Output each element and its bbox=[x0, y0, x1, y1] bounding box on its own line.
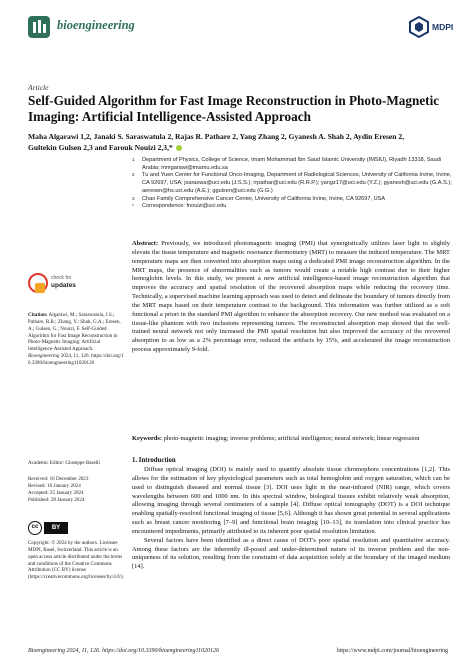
citation-volume: 2024, 11, 126. bbox=[60, 353, 90, 360]
affiliation-item bbox=[132, 196, 454, 204]
citation-journal: Bioengineering bbox=[28, 353, 60, 360]
received-date: Received: 16 December 2023 bbox=[28, 476, 89, 482]
accepted-date: Accepted: 25 January 2024 bbox=[28, 489, 84, 496]
affiliation-number: 1 bbox=[132, 157, 135, 162]
affiliation-item bbox=[132, 172, 454, 195]
keywords bbox=[132, 435, 450, 444]
affiliation-text: Chao Family Comprehensive Cancer Center, University of California Irvine, Irvine, CA 92697, USA bbox=[142, 195, 386, 202]
section-heading: 1. Introduction bbox=[132, 457, 176, 464]
journal-name[interactable]: bioengineering bbox=[57, 18, 135, 32]
abstract-text: Previously, we introduced photomagnetic imaging (PMI) that synergistically utilizes laser light to slightly elevate the tissue temperature and magnetic resonance thermometry (MRT) to measure the induced temperature. The MRT temperature maps are then converted into absorption maps using a dedicated PMI image reconstruction algorithm. In the MRT maps, the presence of abnormalities such as tumors would create a notable high contrast due to their higher hemoglobin levels. In this study, we present a new artificial intelligence-based image reconstruction algorithm that improves the accuracy and spatial resolution of the recovered absorption maps while reducing the recovery time. Technically, a supervised machine learning approach was used to detect and delineate the boundary of tumors directly from the MRT maps based on their temperature contrast to the background. This information was further utilized as a soft functional a priori in the standard PMI algorithm to enhance the absorption recovery. Our new method was evaluated on a tissue-like phantom with two inclusions representing tumors. The reconstructed absorption map showed that the well-trained neural network not only increased the PMI spatial resolution but also improved the accuracy of the recovered absorption to as low as a 2% percentage error, reduced the artifacts by 15%, and accelerated the image reconstruction process approximately 9-fold. bbox=[132, 240, 451, 354]
paragraph: Diffuse optical imaging (DOI) is mainly used to quantify absolute tissue chromophore concentrations [1,2]. This allows for the estimation of key physiological parameters such as total hemoglobin and oxygen saturation, which can be used to distinguish diseased and normal tissue [3]. DOI uses light in the near-infrared (NIR) range, which covers wavelengths between 600 and 1000 nm. In this spectral window, biological tissues exhibit relatively weak absorption, allowing imaging through several centimeters of a sample [4]. Diffuse optical tomography (DOT) is a DOI technique enabling spatially-resolved functional imaging of tissue [5,6]. Although it has shown great potential in several applications such as breast cancer monitoring [7–9] and functional brain imaging [10–13], its translation into clinical practice has encountered impediments, primarily attributed to its inherent poor spatial resolution limitation. bbox=[132, 466, 450, 535]
affiliation-item bbox=[132, 157, 454, 172]
cc-by-icon: BY bbox=[44, 522, 68, 534]
check-for-updates-badge[interactable] bbox=[28, 270, 82, 300]
publisher-logo[interactable] bbox=[408, 16, 454, 38]
published-date: Published: 28 January 2024 bbox=[28, 496, 85, 503]
article-type: Article bbox=[28, 83, 49, 92]
abstract bbox=[132, 240, 450, 355]
correspondence-text: Correspondence: fnouizi@uci.edu bbox=[142, 203, 227, 210]
journal-header bbox=[28, 14, 454, 40]
journal-logo-icon bbox=[28, 16, 50, 38]
affiliation-item bbox=[132, 203, 454, 211]
introduction-body bbox=[132, 466, 450, 572]
affiliation-number: 2 bbox=[132, 172, 135, 178]
affiliation-text: Department of Physics, College of Science, Imam Mohammad Ibn Saud Islamic University (IMSIU), Riyadh 13318, Saudi Arabia; mmgarawi@imamu.edu.sa bbox=[142, 157, 442, 171]
revised-date: Revised: 16 January 2024 bbox=[28, 482, 81, 489]
cc-icon: cc bbox=[28, 521, 42, 535]
updates-icon bbox=[28, 273, 48, 293]
keywords-label: Keywords: bbox=[132, 435, 163, 442]
citation-label: Citation: bbox=[28, 312, 48, 318]
copyright-notice: Copyright: © 2024 by the authors. Licensee MDPI, Basel, Switzerland. This article is an open access article distributed under the terms and conditions of the Creative Commons Attribution (CC BY) license (https://creativecommons.org/licenses/by/4.0/). bbox=[28, 540, 124, 581]
updates-line-2: updates bbox=[51, 282, 76, 289]
publication-dates bbox=[28, 476, 124, 503]
affiliation-number: * bbox=[132, 203, 134, 209]
citation-doi-link[interactable]: https://doi.org/10.3390/bioengineering11020126 bbox=[28, 353, 124, 366]
mdpi-logo-icon bbox=[408, 16, 430, 38]
authors-line-1: Maha Algarawi 1,2, Janaki S. Saraswatula 2, Rajas R. Pathare 2, Yang Zhang 2, Gyanesh A. Shah 2, Aydin Eresen 2, bbox=[28, 132, 405, 141]
publisher-name: MDPI bbox=[432, 22, 454, 32]
affiliations bbox=[132, 157, 454, 211]
footer-journal-link[interactable]: https://www.mdpi.com/journal/bioengineering bbox=[336, 648, 448, 654]
affiliation-text: Tu and Yuen Center for Functional Onco-Imaging, Department of Radiological Sciences, University of California Irvine, Irvine, CA 92697, USA; jsaraswa@uci.edu (J.S.S.); rrpathar@uci.edu (R.R.P.); yangz17@uci.edu (Y.Z.); gyanesh@uci.edu (G.A.S.); aeresen@hs.uci.edu (A.E.); ggulsen@uci.edu (G.G.) bbox=[142, 172, 452, 194]
creative-commons-badge[interactable] bbox=[28, 521, 70, 535]
affiliation-number: 3 bbox=[132, 195, 135, 201]
orcid-icon[interactable] bbox=[176, 145, 182, 151]
author-list bbox=[28, 132, 448, 153]
paragraph: Several factors have been identified as a direct cause of DOT's poor spatial resolution and quantitative accuracy. Among these factors are the inherently ill-posed and under-determined nature of its inverse problem and the non-uniqueness of its solution, resulting from the constraint of data acquisition solely at the boundary of the imaged medium [14]. bbox=[132, 536, 450, 571]
academic-editor: Academic Editor: Giuseppe Baselli bbox=[28, 460, 100, 466]
citation-block bbox=[28, 312, 124, 367]
citation-text: Algarawi, M.; Saraswatula, J.S.; Pathare, R.R.; Zhang, Y.; Shah, G.A.; Eresen, A.; Gulsen, G.; Nouizi, F. Self-Guided Algorithm for Fast Image Reconstruction in Photo-Magnetic Imaging: Artificial Intelligence-Assisted Approach. bbox=[28, 312, 121, 353]
article-title: Self-Guided Algorithm for Fast Image Reconstruction in Photo-Magnetic Imaging: Artificial Intelligence-Assisted Approach bbox=[28, 93, 440, 124]
authors-line-2: Gultekin Gulsen 2,3 and Farouk Nouizi 2,3,* bbox=[28, 142, 173, 152]
footer-citation[interactable]: Bioengineering 2024, 11, 126. https://doi.org/10.3390/bioengineering11020126 bbox=[28, 648, 220, 654]
keywords-text: photo-magnetic imaging; inverse problems; artificial intelligence; neural network; linear regression bbox=[163, 435, 420, 442]
updates-line-1: check for bbox=[51, 275, 72, 281]
abstract-label: Abstract: bbox=[132, 240, 159, 247]
